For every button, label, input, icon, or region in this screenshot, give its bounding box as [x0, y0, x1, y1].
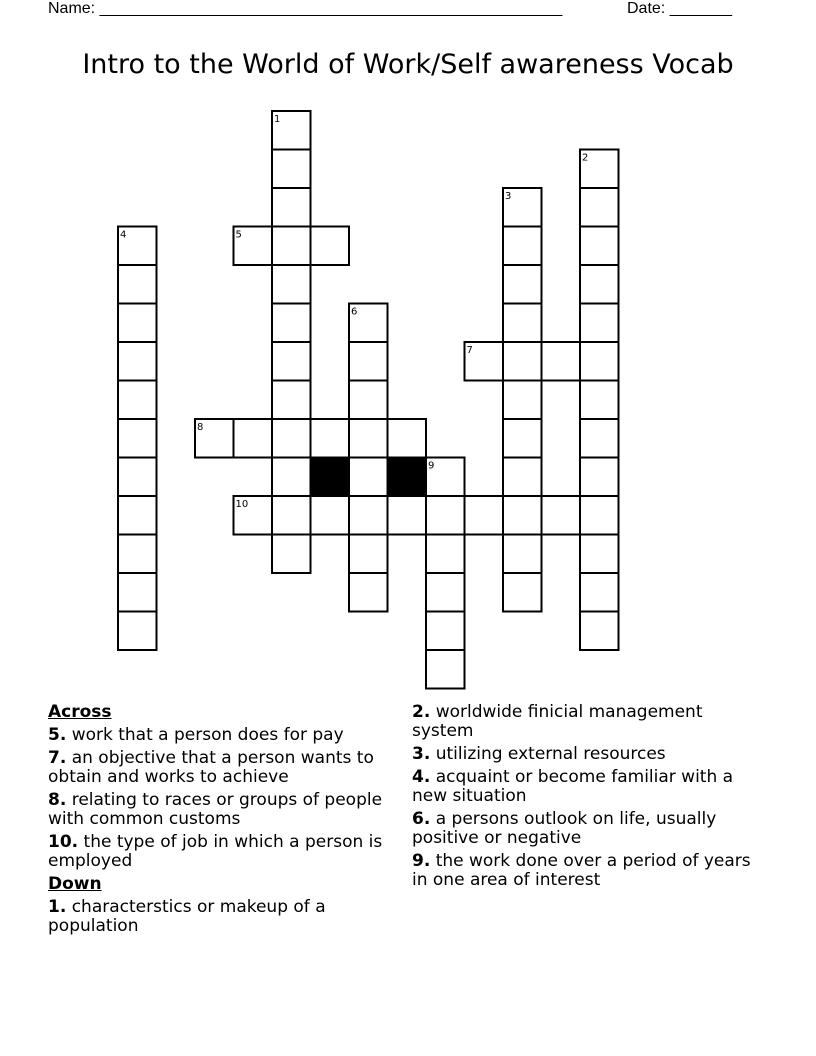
crossword-cell[interactable] — [349, 342, 388, 381]
crossword-cell[interactable] — [503, 265, 542, 304]
crossword-cell[interactable] — [311, 227, 350, 266]
clue-number: 4. — [412, 767, 431, 787]
crossword-cell[interactable] — [118, 265, 157, 304]
cell-number-7: 7 — [466, 345, 473, 356]
crossword-cell[interactable] — [272, 496, 311, 535]
crossword-cell[interactable] — [426, 496, 465, 535]
clue-text: acquaint or become familiar with a new situation — [412, 767, 734, 806]
clue-down-3 — [412, 745, 757, 764]
clue-number: 6. — [412, 809, 431, 829]
crossword-cell[interactable] — [580, 342, 619, 381]
crossword-cell[interactable] — [118, 535, 157, 574]
crossword-cell[interactable] — [580, 304, 619, 343]
crossword-cell[interactable] — [272, 227, 311, 266]
crossword-cell[interactable] — [349, 419, 388, 458]
across-heading: Across — [48, 702, 112, 722]
crossword-cell[interactable] — [349, 535, 388, 574]
clue-number: 5. — [48, 725, 67, 745]
crossword-cell[interactable] — [503, 342, 542, 381]
clue-number: 3. — [412, 744, 431, 764]
crossword-cell[interactable] — [272, 150, 311, 189]
crossword-cell[interactable] — [503, 496, 542, 535]
crossword-cell[interactable] — [118, 304, 157, 343]
crossword-cell[interactable] — [349, 381, 388, 420]
clue-across-5 — [48, 726, 393, 745]
clue-across-8 — [48, 791, 393, 829]
clue-number: 1. — [48, 897, 67, 917]
crossword-cell[interactable] — [272, 265, 311, 304]
crossword-cell[interactable] — [503, 458, 542, 497]
cell-number-6: 6 — [351, 306, 358, 318]
clue-number: 10. — [48, 832, 79, 852]
crossword-cell[interactable] — [580, 265, 619, 304]
crossword-cell[interactable] — [426, 612, 465, 651]
crossword-cell[interactable] — [388, 419, 427, 458]
down-heading: Down — [48, 874, 102, 894]
crossword-cell[interactable] — [426, 573, 465, 612]
crossword-cell[interactable] — [580, 496, 619, 535]
clue-text: relating to races or groups of people with common customs — [48, 790, 383, 829]
clue-text: worldwide finicial management system — [412, 702, 703, 741]
page-title: Intro to the World of Work/Self awareness Vocab — [82, 49, 734, 80]
black-square — [388, 458, 427, 497]
clue-text: a persons outlook on life, usually positive or negative — [412, 809, 717, 848]
cell-number-1: 1 — [274, 114, 281, 125]
date-field: Date: _______ — [627, 0, 732, 17]
clue-text: the type of job in which a person is employed — [48, 832, 383, 871]
crossword-cell[interactable] — [503, 535, 542, 574]
crossword-cell[interactable] — [118, 381, 157, 420]
crossword-cell[interactable] — [580, 458, 619, 497]
crossword-cell[interactable] — [272, 419, 311, 458]
clue-text: work that a person does for pay — [71, 725, 344, 745]
crossword-cell[interactable] — [272, 342, 311, 381]
crossword-cell[interactable] — [118, 458, 157, 497]
crossword-cell[interactable] — [580, 381, 619, 420]
clue-down-2 — [412, 703, 757, 741]
crossword-cell[interactable] — [349, 458, 388, 497]
cell-number-4: 4 — [120, 229, 127, 241]
crossword-cell[interactable] — [580, 573, 619, 612]
crossword-cell[interactable] — [503, 573, 542, 612]
crossword-cell[interactable] — [580, 419, 619, 458]
cell-number-5: 5 — [235, 229, 242, 241]
clue-down-6 — [412, 810, 757, 848]
crossword-cell[interactable] — [118, 496, 157, 535]
clue-across-10 — [48, 833, 393, 871]
name-field: Name: ____________________________________________________ — [48, 0, 563, 17]
clue-down-9 — [412, 852, 757, 890]
crossword-cell[interactable] — [272, 535, 311, 574]
crossword-cell[interactable] — [580, 227, 619, 266]
clue-text: characterstics or makeup of a population — [48, 897, 326, 936]
crossword-cell[interactable] — [118, 612, 157, 651]
crossword-cell[interactable] — [580, 535, 619, 574]
crossword-cell[interactable] — [311, 496, 350, 535]
crossword-cell[interactable] — [272, 458, 311, 497]
crossword-cell[interactable] — [272, 381, 311, 420]
crossword-cell[interactable] — [118, 419, 157, 458]
crossword-cell[interactable] — [349, 496, 388, 535]
crossword-cell[interactable] — [542, 496, 581, 535]
clue-text: utilizing external resources — [435, 744, 666, 764]
clue-text: the work done over a period of years in one area of interest — [412, 851, 751, 890]
crossword-cell[interactable] — [234, 419, 273, 458]
crossword-cell[interactable] — [426, 535, 465, 574]
crossword-cell[interactable] — [580, 188, 619, 227]
crossword-cell[interactable] — [349, 573, 388, 612]
crossword-cell[interactable] — [311, 419, 350, 458]
crossword-cell[interactable] — [542, 342, 581, 381]
cell-number-10: 10 — [235, 499, 249, 510]
crossword-cell[interactable] — [118, 342, 157, 381]
cell-number-9: 9 — [428, 460, 435, 472]
crossword-cell[interactable] — [272, 188, 311, 227]
crossword-cell[interactable] — [503, 304, 542, 343]
crossword-cell[interactable] — [426, 650, 465, 689]
crossword-cell[interactable] — [118, 573, 157, 612]
black-square — [311, 458, 350, 497]
clue-number: 8. — [48, 790, 67, 810]
clue-down-4 — [412, 768, 757, 806]
crossword-cell[interactable] — [465, 496, 504, 535]
clue-number: 9. — [412, 851, 431, 871]
crossword-cell[interactable] — [580, 612, 619, 651]
clue-text: an objective that a person wants to obtain and works to achieve — [48, 748, 374, 787]
crossword-cell[interactable] — [503, 381, 542, 420]
crossword-cell[interactable] — [388, 496, 427, 535]
crossword-cell[interactable] — [503, 419, 542, 458]
clue-number: 7. — [48, 748, 67, 768]
crossword-cell[interactable] — [503, 227, 542, 266]
crossword-cell[interactable] — [272, 304, 311, 343]
cell-number-3: 3 — [505, 191, 512, 202]
clue-across-7 — [48, 749, 393, 787]
cell-number-8: 8 — [197, 422, 204, 433]
clues-left-column — [48, 703, 393, 940]
clue-down-1 — [48, 898, 393, 936]
cell-number-2: 2 — [582, 152, 589, 164]
clues-right-column — [412, 703, 757, 894]
clue-number: 2. — [412, 702, 431, 722]
